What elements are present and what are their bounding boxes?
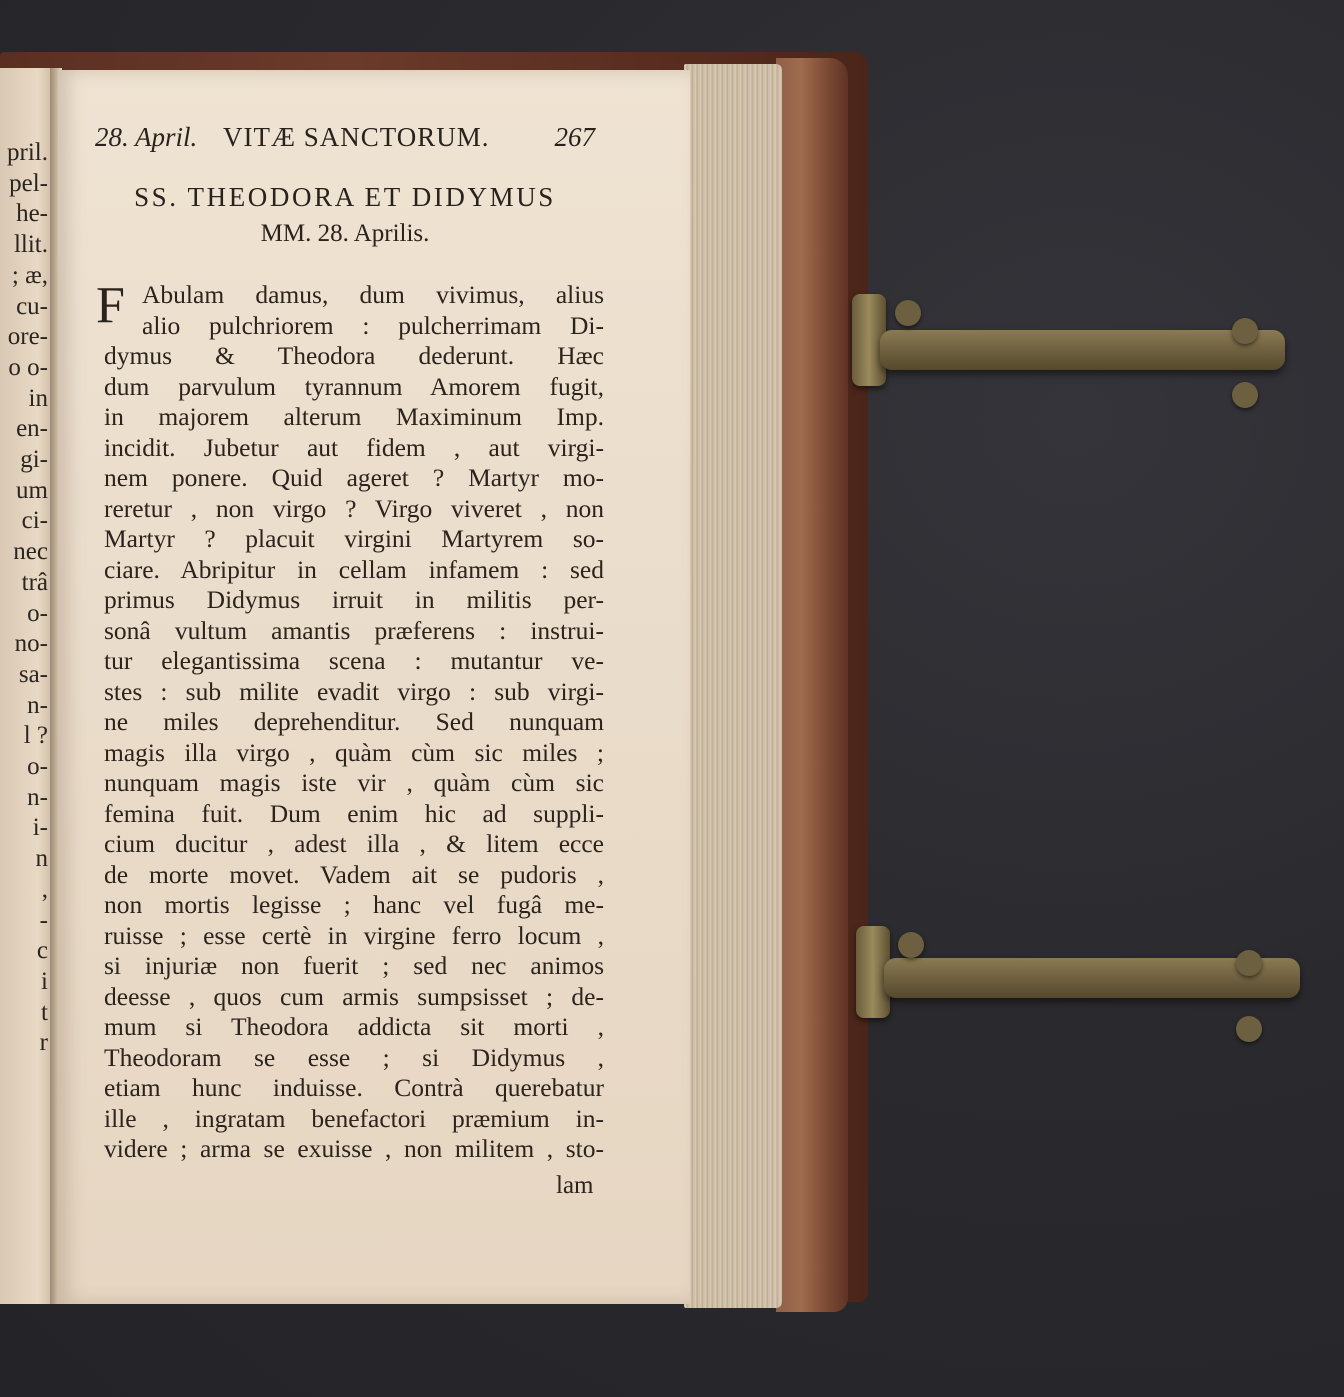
left-page-fragment: n (35, 845, 48, 873)
left-page-fragment: he- (16, 200, 48, 228)
left-page-fragment: i (41, 967, 48, 995)
chapter-subtitle: MM. 28. Aprilis. (260, 220, 430, 247)
left-page-fragment: en- (16, 415, 48, 443)
lower-clasp-knob (898, 932, 924, 958)
text-line: femina fuit. Dum enim hic ad suppli- (104, 798, 604, 828)
running-header (95, 122, 595, 166)
text-line: si injuriæ non fuerit ; sed nec animos (104, 951, 604, 980)
upper-clasp-knob (895, 300, 921, 326)
text-line: ne miles deprehenditur. Sed nunquam (104, 707, 604, 736)
text-line: dum parvulum tyrannum Amorem fugit, (104, 371, 604, 401)
text-line: de morte movet. Vadem ait se pudoris , (104, 859, 604, 889)
lower-clasp-knob (1236, 950, 1262, 976)
text-line: ille , ingratam benefactori præmium in- (104, 1103, 604, 1133)
page-fore-edge (684, 64, 782, 1308)
text-line: in majorem alterum Maximinum Imp. (104, 402, 604, 431)
text-line: deesse , quos cum armis sumpsisset ; de- (104, 981, 604, 1011)
text-line: primus Didymus irruit in militis per- (104, 585, 604, 614)
text-line: incidit. Jubetur aut fidem , aut virgi- (104, 432, 604, 462)
left-page-fragment: pel- (9, 169, 48, 197)
upper-clasp-knob (1232, 382, 1258, 408)
upper-clasp-knob (1232, 318, 1258, 344)
text-line: stes : sub milite evadit virgo : sub virgi- (104, 676, 604, 706)
left-page-fragment: no- (14, 630, 48, 658)
text-line: cium ducitur , adest illa , & litem ecce (104, 829, 604, 858)
chapter-title: SS. THEODORA ET DIDYMUS (134, 182, 556, 212)
text-line: tur elegantissima scena : mutantur ve- (104, 646, 604, 675)
left-page-fragment: o- (27, 599, 48, 627)
left-page-fragment: o- (27, 753, 48, 780)
left-page-fragment: l ? (23, 722, 48, 750)
text-line: nem ponere. Quid ageret ? Martyr mo- (104, 463, 604, 492)
text-line: Abulam damus, dum vivimus, alius (142, 280, 604, 309)
left-page-fragment: n- (27, 691, 48, 719)
header-date: 28. April. (95, 122, 198, 152)
text-line: Theodoram se esse ; si Didymus , (104, 1042, 604, 1072)
left-page-fragment: llit. (13, 231, 48, 259)
left-page-fragment: trâ (21, 568, 48, 596)
text-line: magis illa virgo , quàm cùm sic miles ; (104, 737, 604, 767)
text-line: Martyr ? placuit virgini Martyrem so- (104, 524, 604, 553)
text-line: alio pulchriorem : pulcherrimam Di- (142, 310, 604, 340)
drop-capital: F (96, 277, 125, 334)
left-page-fragment: sa- (18, 660, 48, 688)
text-line: nunquam magis iste vir , quàm cùm sic (104, 768, 604, 797)
left-page-fragment: um (16, 476, 48, 504)
page-number: 267 (554, 122, 595, 152)
left-page-fragment: in (28, 384, 48, 412)
text-line: ruisse ; esse certè in virgine ferro locum , (104, 920, 604, 950)
left-page-fragment: , (41, 875, 48, 903)
text-line: videre ; arma se exuisse , non militem , sto- (104, 1134, 604, 1163)
left-page-fragment: gi- (20, 446, 48, 473)
left-page (0, 68, 54, 1304)
catchword: lam (556, 1172, 594, 1199)
left-page-fragment: r (39, 1029, 48, 1057)
text-line: mum si Theodora addicta sit morti , (104, 1012, 604, 1041)
left-page-fragment: ci- (21, 507, 48, 535)
left-page-fragment: n- (27, 783, 48, 811)
lower-clasp-knob (1236, 1016, 1262, 1042)
text-line: dymus & Theodora dederunt. Hæc (104, 341, 604, 370)
text-line: etiam hunc induisse. Contrà querebatur (104, 1073, 604, 1102)
book-board-edge (776, 58, 848, 1312)
left-page-fragment: cu- (16, 292, 48, 320)
text-line: ciare. Abripitur in cellam infamem : sed (104, 554, 604, 584)
left-page-fragment: t (41, 998, 48, 1026)
left-page-fragment: ore- (7, 323, 48, 351)
left-page-fragment: ; æ, (11, 261, 48, 289)
left-page-fragment: o o- (8, 353, 48, 381)
text-line: non mortis legisse ; hanc vel fugâ me- (104, 890, 604, 919)
left-page-fragment: i- (32, 814, 48, 842)
left-page-fragment: c (36, 937, 48, 965)
left-page-fragment: - (39, 906, 48, 934)
left-page-fragment: pril. (7, 139, 48, 166)
text-line: reretur , non virgo ? Virgo viveret , non (104, 493, 604, 523)
left-page-fragment: nec (13, 538, 48, 566)
upper-clasp (880, 330, 1285, 370)
text-line: sonâ vultum amantis præferens : instrui- (104, 615, 604, 645)
header-title: VITÆ SANCTORUM. (223, 122, 490, 152)
